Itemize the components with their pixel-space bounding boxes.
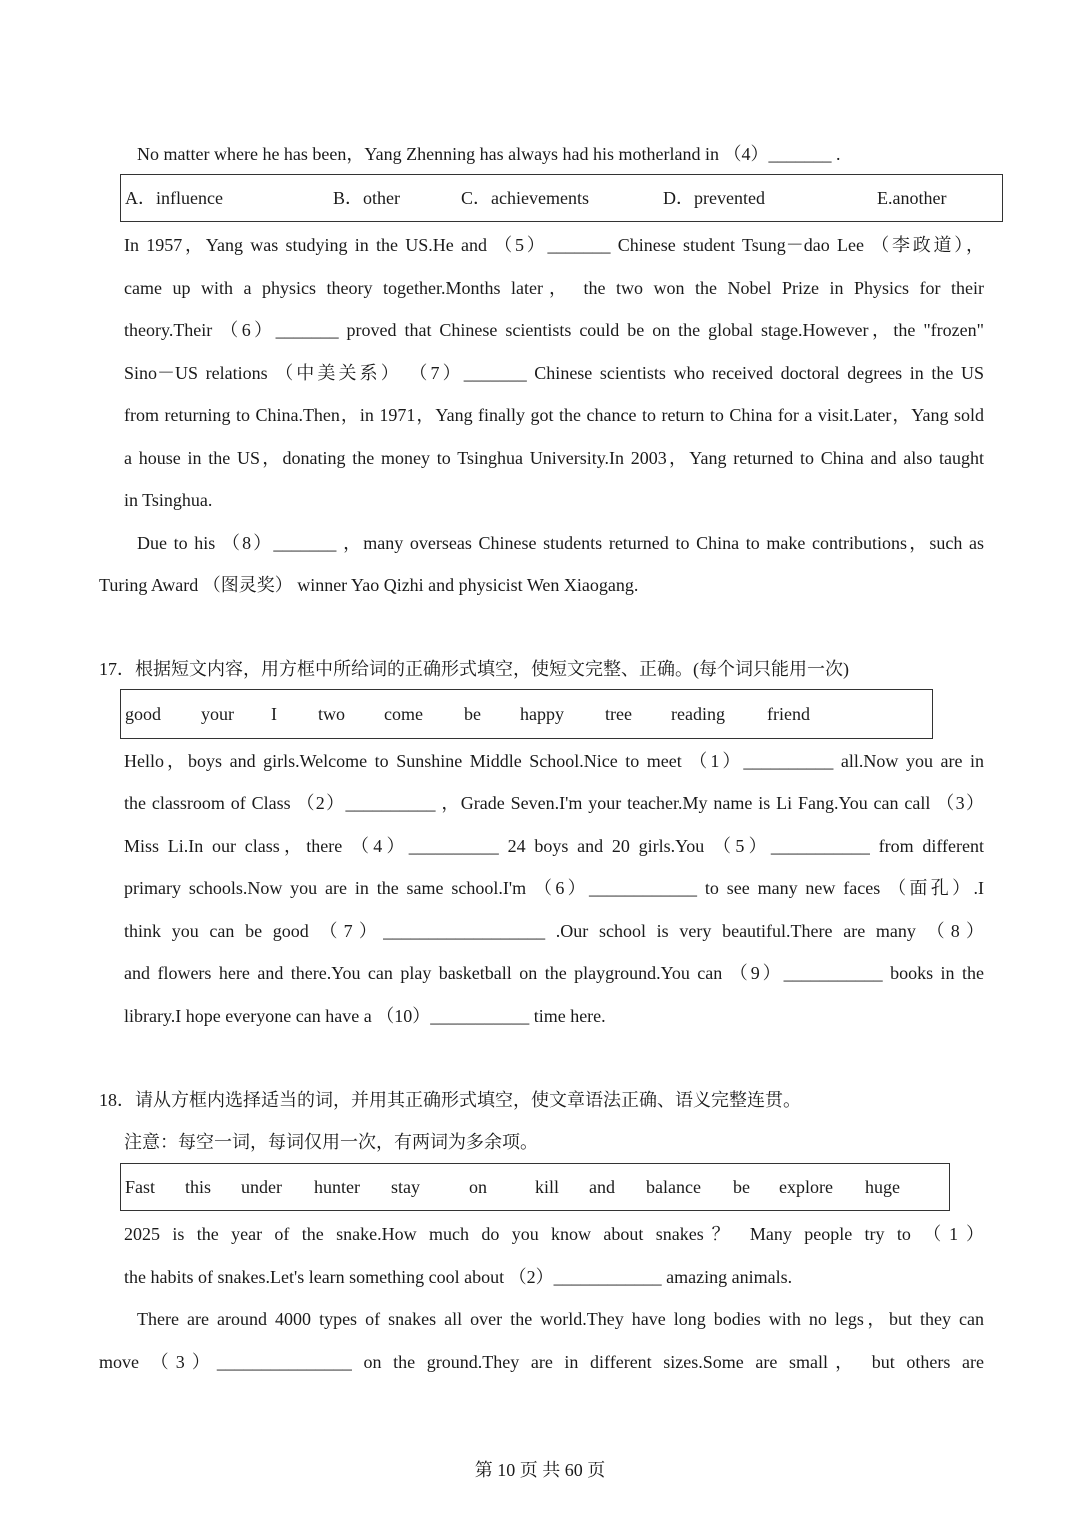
word: happy	[520, 704, 564, 724]
text-line: theory.Their （6）_______ proved that Chinese scientists could be on the global stage.However，the "frozen"	[124, 320, 984, 340]
option-c: C．achievements	[461, 188, 589, 208]
word: friend	[767, 704, 810, 724]
question-note: 注意：每空一词，每词仅用一次，有两词为多余项。	[124, 1132, 538, 1152]
text-line: Miss Li.In our class，there （4）__________ 24 boys and 20 girls.You （5）___________ from different	[124, 836, 984, 856]
word: and	[589, 1177, 615, 1197]
word: I	[271, 704, 277, 724]
option-b: B．other	[333, 188, 400, 208]
word: two	[318, 704, 345, 724]
text-line: No matter where he has been，Yang Zhenning has always had his motherland in （4）_______ .	[137, 144, 841, 164]
text-line: primary schools.Now you are in the same school.I'm （6）____________ to see many new faces （面孔）.I	[124, 878, 984, 898]
word-box	[120, 174, 1003, 222]
question-title: 18．请从方框内选择适当的词，并用其正确形式填空，使文章语法正确、语义完整连贯。	[99, 1090, 801, 1110]
option-d: D．prevented	[663, 188, 765, 208]
text-line: came up with a physics theory together.Months later， the two won the Nobel Prize in Physics for their	[124, 278, 984, 298]
word: under	[241, 1177, 282, 1197]
text-line: a house in the US，donating the money to Tsinghua University.In 2003，Yang returned to China and also taught	[124, 448, 984, 468]
word: balance	[646, 1177, 701, 1197]
text-line: in Tsinghua.	[124, 490, 213, 510]
text-line: the classroom of Class （2）__________ ，Grade Seven.I'm your teacher.My name is Li Fang.You can call （3）	[124, 793, 984, 813]
page-number: 第 10 页 共 60 页	[474, 1460, 606, 1480]
text-line: library.I hope everyone can have a （10）___________ time here.	[124, 1006, 606, 1026]
word: your	[201, 704, 234, 724]
word: explore	[779, 1177, 833, 1197]
word: this	[185, 1177, 212, 1197]
text-line: 2025 is the year of the snake.How much do you know about snakes？ Many people try to （1）	[124, 1224, 984, 1244]
text-line: Due to his （8）_______ ，many overseas Chinese students returned to China to make contributions，such as	[137, 533, 984, 553]
text-line: the habits of snakes.Let's learn something cool about （2）____________ amazing animals.	[124, 1267, 793, 1287]
text-line: from returning to China.Then，in 1971，Yang finally got the chance to return to China for a visit.Later，Yang sold	[124, 405, 984, 425]
word: reading	[671, 704, 725, 724]
word-box	[120, 1163, 950, 1211]
word-box	[120, 689, 933, 739]
word: hunter	[314, 1177, 360, 1197]
word: huge	[865, 1177, 900, 1197]
word: good	[125, 704, 161, 724]
word: be	[733, 1177, 750, 1197]
word: come	[384, 704, 423, 724]
text-line: In 1957，Yang was studying in the US.He and （5）_______ Chinese student Tsung－dao Lee （李政道），	[124, 235, 984, 255]
word: on	[469, 1177, 487, 1197]
text-line: Hello，boys and girls.Welcome to Sunshine Middle School.Nice to meet （1）__________ all.Now you are in	[124, 751, 984, 771]
option-a: A．influence	[125, 188, 223, 208]
word: tree	[605, 704, 632, 724]
text-line: There are around 4000 types of snakes all over the world.They have long bodies with no legs，but they can	[137, 1309, 984, 1329]
word: be	[464, 704, 481, 724]
text-line: think you can be good （7）__________________ .Our school is very beautiful.There are many （8）	[124, 921, 984, 941]
word: Fast	[125, 1177, 156, 1197]
question-title: 17．根据短文内容，用方框中所给词的正确形式填空，使短文完整、正确。(每个词只能用一次)	[99, 659, 849, 679]
text-line: Sino－US relations （中美关系） （7）_______ Chinese scientists who received doctoral degrees in the US	[124, 363, 984, 383]
word: stay	[391, 1177, 420, 1197]
option-e: E.another	[877, 188, 947, 208]
text-line: move （3）_______________ on the ground.They are in different sizes.Some are small， but others are	[99, 1352, 984, 1372]
text-line: Turing Award （图灵奖） winner Yao Qizhi and physicist Wen Xiaogang.	[99, 575, 639, 595]
word: kill	[535, 1177, 560, 1197]
text-line: and flowers here and there.You can play basketball on the playground.You can （9）___________ books in the	[124, 963, 984, 983]
